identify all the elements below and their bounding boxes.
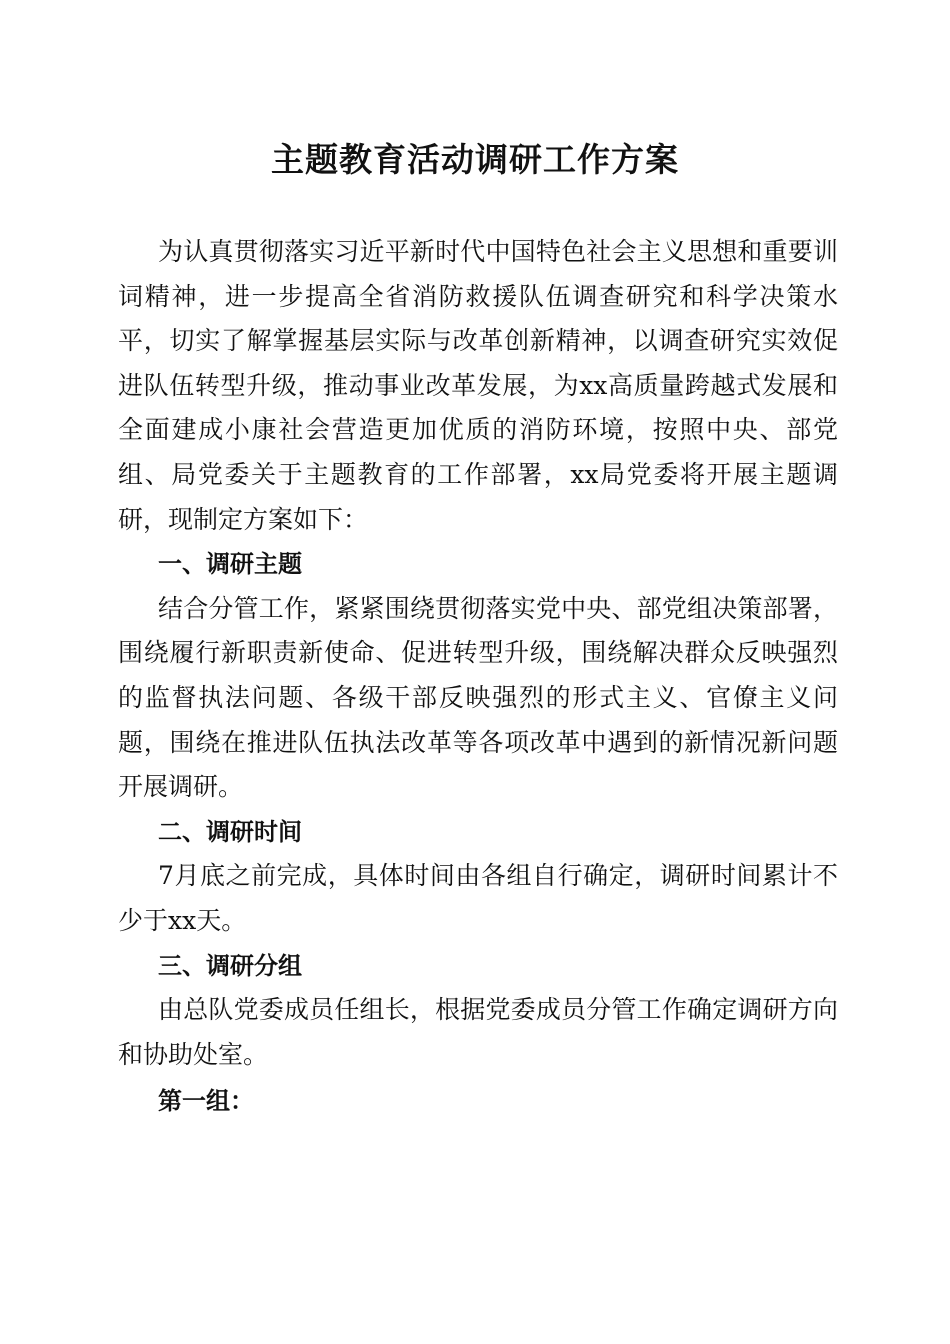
section-paragraph-time: 7月底之前完成，具体时间由各组自行确定，调研时间累计不少于xx天。 [118, 861, 838, 935]
group-one-heading: 第一组： [158, 1087, 254, 1116]
document-body [118, 230, 838, 1124]
section-paragraph-topic: 结合分管工作，紧紧围绕贯彻落实党中央、部党组决策部署，围绕履行新职责新使命、促进转型升级，围绕解决群众反映强烈的监督执法问题、各级干部反映强烈的形式主义、官僚主义问题，围绕在推进队伍执法改革等各项改革中遇到的新情况新问题开展调研。 [118, 593, 838, 802]
section-paragraph-groups: 由总队党委成员任组长，根据党委成员分管工作确定调研方向和协助处室。 [118, 995, 838, 1069]
intro-paragraph: 为认真贯彻落实习近平新时代中国特色社会主义思想和重要训词精神，进一步提高全省消防救援队伍调查研究和科学决策水平，切实了解掌握基层实际与改革创新精神，以调查研究实效促进队伍转型升级，推动事业改革发展，为xx高质量跨越式发展和全面建成小康社会营造更加优质的消防环境，按照中央、部党组、局党委关于主题教育的工作部署，xx局党委将开展主题调研，现制定方案如下： [118, 237, 838, 534]
section-heading-topic: 一、调研主题 [158, 550, 302, 579]
section-heading-time: 二、调研时间 [158, 817, 302, 846]
document-title: 主题教育活动调研工作方案 [271, 140, 679, 179]
section-heading-groups: 三、调研分组 [158, 951, 302, 980]
